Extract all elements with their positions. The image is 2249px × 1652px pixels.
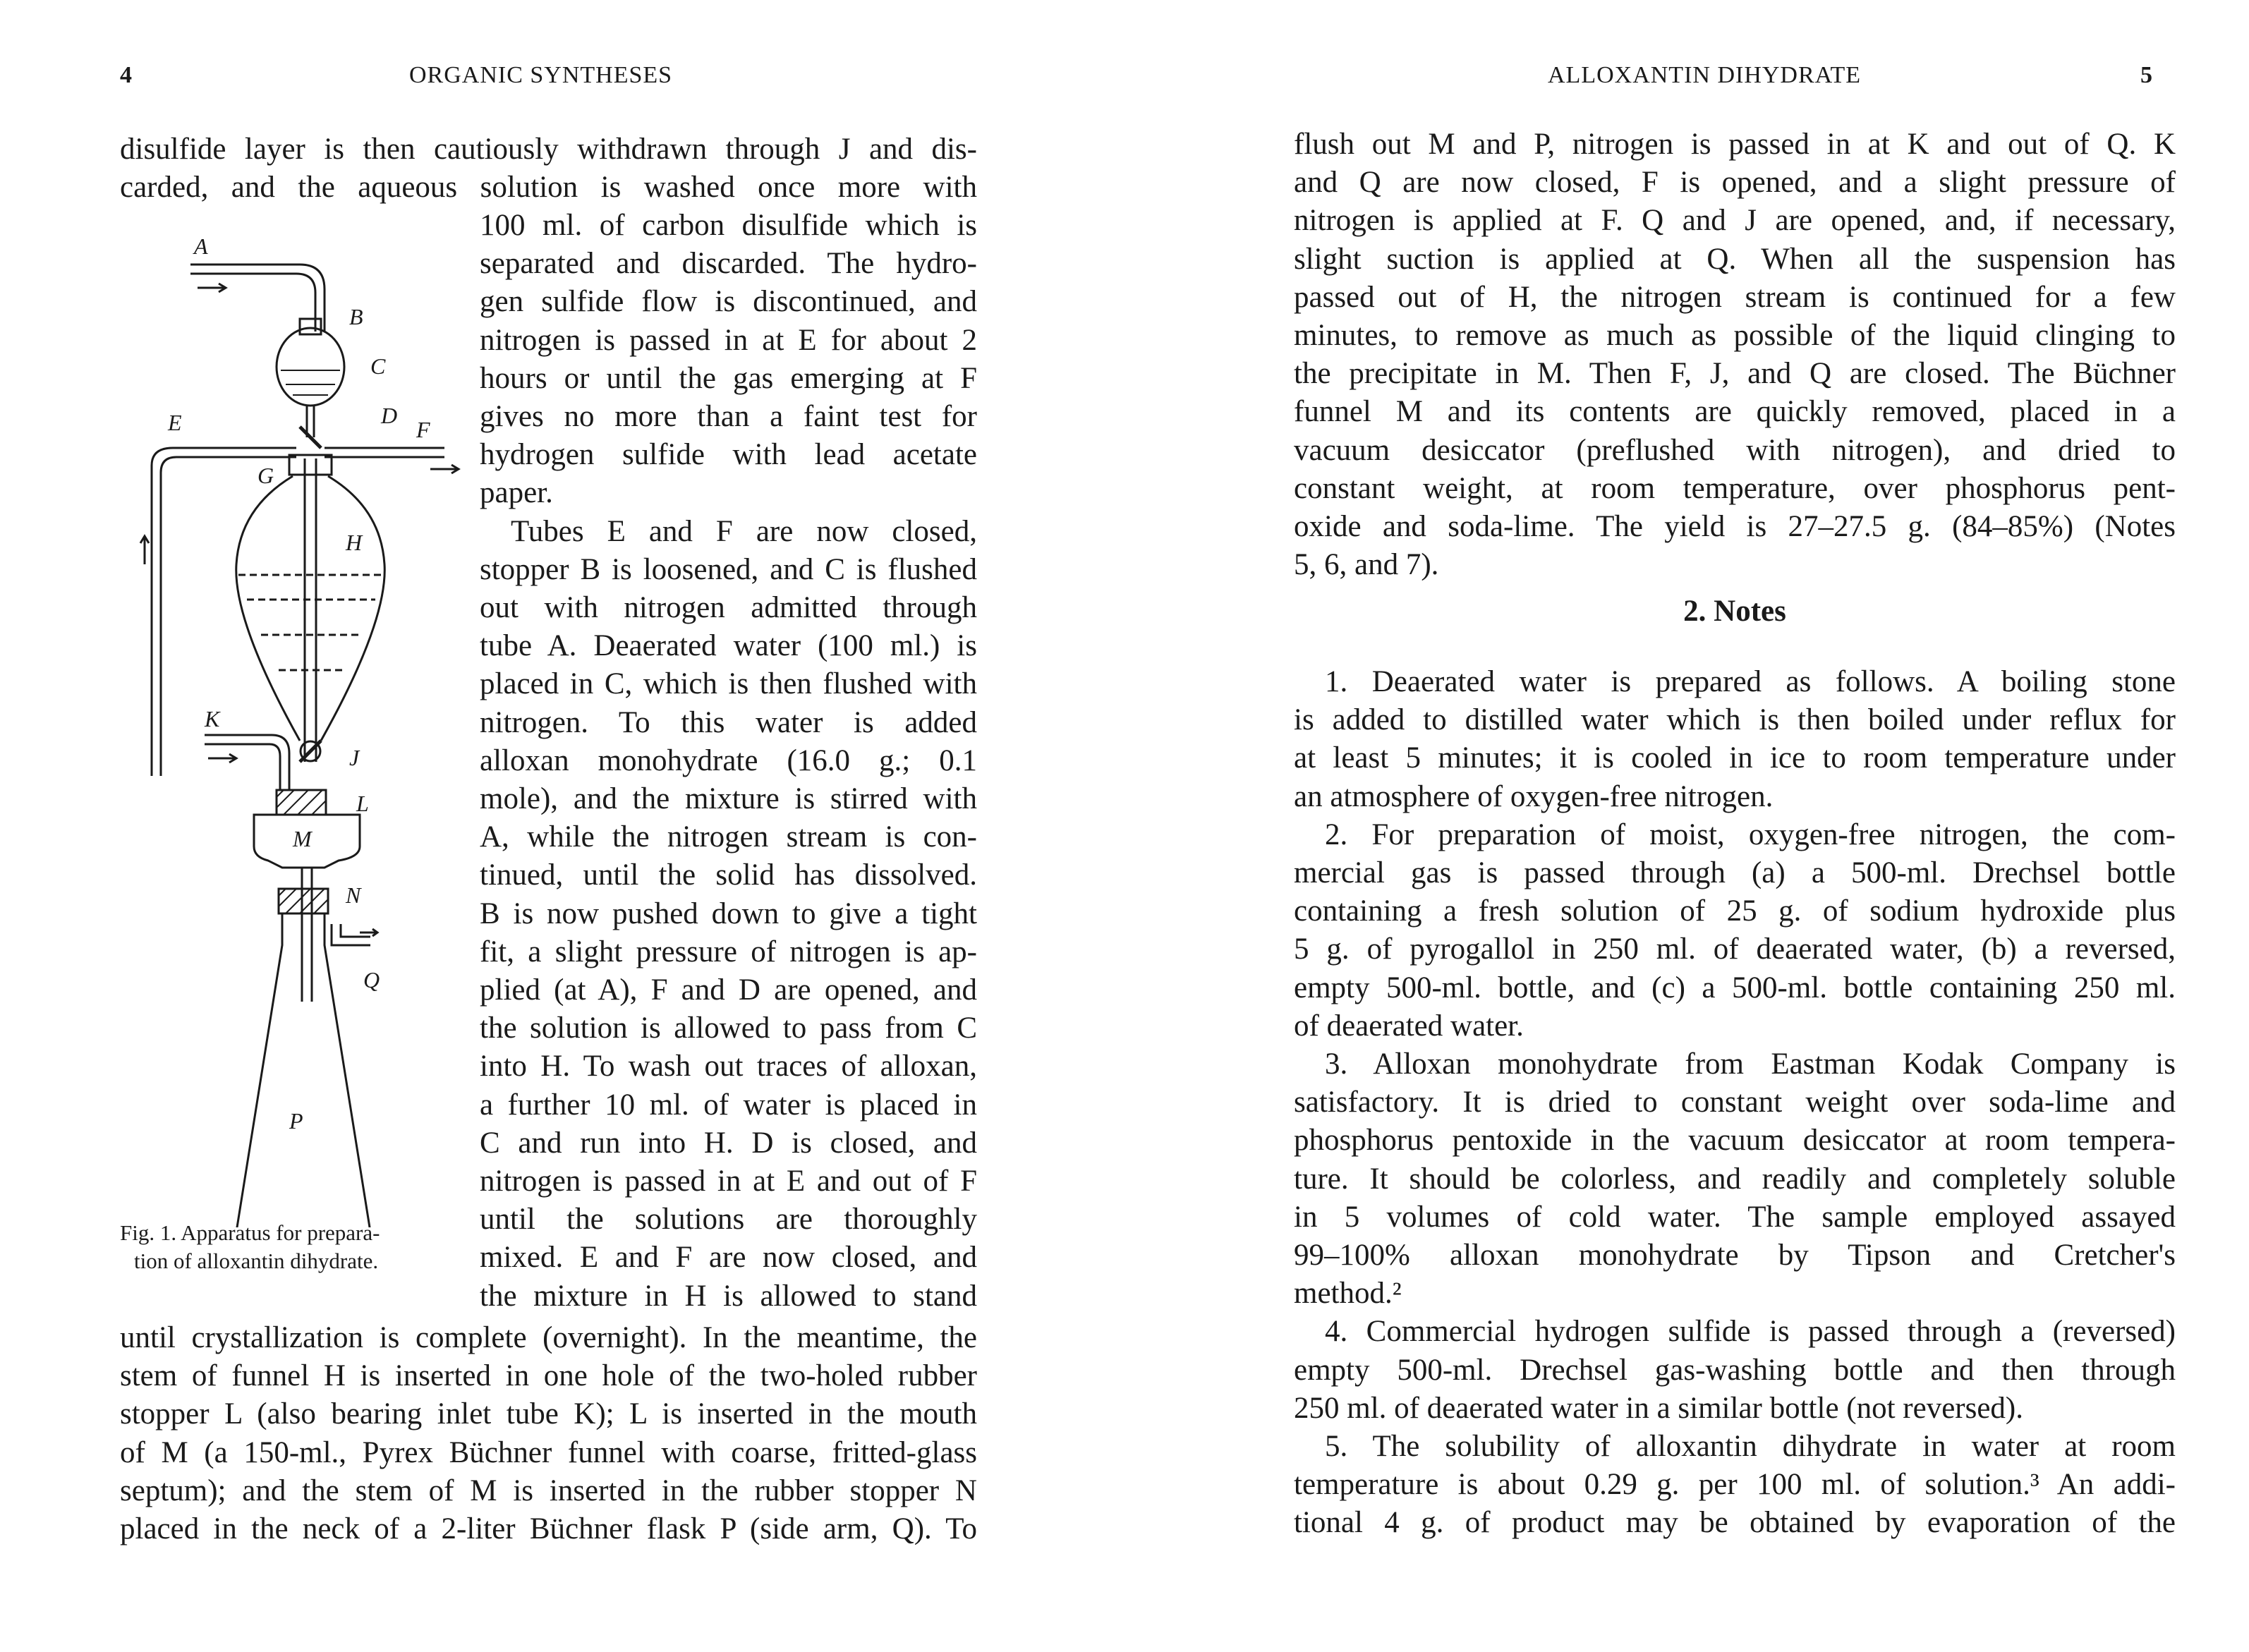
text-line: tional 4 g. of product may be obtained by evaporation of the	[1294, 1506, 2176, 1540]
text-line: phosphorus pentoxide in the vacuum desiccator at room tempera-	[1294, 1124, 2176, 1158]
text-line: the precipitate in M. Then F, J, and Q are closed. The Büchner	[1294, 357, 2176, 391]
text-line: septum); and the stem of M is inserted in the rubber stopper N	[120, 1474, 977, 1507]
text-line: an atmosphere of oxygen-free nitrogen.	[1294, 779, 1774, 813]
text-line: stem of funnel H is inserted in one hole of the two-holed rubber	[120, 1359, 977, 1393]
text-line: containing a fresh solution of 25 g. of sodium hydroxide plus	[1294, 894, 2176, 928]
text-line: constant weight, at room temperature, over phosphorus pent-	[1294, 471, 2176, 505]
text-line: carded, and the aqueous solution is washed once more with	[120, 171, 977, 205]
text-line: and Q are now closed, F is opened, and a slight pressure of	[1294, 166, 2176, 200]
text-line: tube A. Deaerated water (100 ml.) is	[480, 629, 977, 663]
text-line: funnel M and its contents are quickly removed, placed in a	[1294, 395, 2176, 429]
page-number: 5	[2140, 62, 2152, 88]
text-line: nitrogen. To this water is added	[480, 705, 977, 739]
page-number: 4	[120, 62, 132, 88]
label-M: M	[293, 826, 312, 851]
text-line: 4. Commercial hydrogen sulfide is passed through a (reversed)	[1325, 1315, 2176, 1349]
figure-caption-line-2: tion of alloxantin dihydrate.	[134, 1249, 379, 1273]
text-line: at least 5 minutes; it is cooled in ice to room temperature under	[1294, 741, 2176, 775]
text-line: 100 ml. of carbon disulfide which is	[480, 209, 977, 242]
text-line: slight suction is applied at Q. When all the suspension has	[1294, 242, 2176, 276]
text-line: hours or until the gas emerging at F	[480, 361, 977, 395]
text-line: the solution is allowed to pass from C	[480, 1012, 977, 1045]
text-line: out with nitrogen admitted through	[480, 591, 977, 624]
text-line: empty 500-ml. bottle, and (c) a 500-ml. bottle containing 250 ml.	[1294, 971, 2176, 1004]
text-line: a further 10 ml. of water is placed in	[480, 1088, 977, 1122]
text-line: in 5 volumes of cold water. The sample employed assayed	[1294, 1200, 2176, 1234]
text-line: C and run into H. D is closed, and	[480, 1126, 977, 1160]
text-line: stopper L (also bearing inlet tube K); L is inserted in the mouth	[120, 1397, 977, 1431]
text-line: temperature is about 0.29 g. per 100 ml. of solution.³ An addi-	[1294, 1468, 2176, 1502]
text-line: ture. It should be colorless, and readily and completely soluble	[1294, 1162, 2176, 1196]
text-line: 1. Deaerated water is prepared as follows. A boiling stone	[1325, 665, 2176, 698]
text-line: alloxan monohydrate (16.0 g.; 0.1	[480, 743, 977, 777]
running-head: ALLOXANTIN DIHYDRATE	[1548, 62, 1861, 88]
text-line: minutes, to remove as much as possible of the liquid clinging to	[1294, 319, 2176, 352]
text-line: nitrogen is passed in at E and out of F	[480, 1165, 977, 1198]
text-line: stopper B is loosened, and C is flushed	[480, 552, 977, 586]
text-line: until crystallization is complete (overnight). In the meantime, the	[120, 1321, 977, 1354]
text-line: Tubes E and F are now closed,	[511, 514, 977, 548]
right-page	[1124, 0, 2249, 1652]
text-line: flush out M and P, nitrogen is passed in at K and out of Q. K	[1294, 128, 2176, 161]
apparatus-figure	[120, 226, 473, 1227]
text-line: tinued, until the solid has dissolved.	[480, 858, 977, 892]
label-F: F	[416, 417, 430, 442]
text-line: gives no more than a faint test for	[480, 400, 977, 433]
text-line: of M (a 150-ml., Pyrex Büchner funnel with coarse, fritted-glass	[120, 1435, 977, 1469]
text-line: nitrogen is applied at F. Q and J are opened, and, if necessary,	[1294, 204, 2176, 238]
label-D: D	[381, 403, 398, 428]
text-line: gen sulfide flow is discontinued, and	[480, 285, 977, 319]
text-line: passed out of H, the nitrogen stream is continued for a few	[1294, 280, 2176, 314]
figure-caption-line-1: Fig. 1. Apparatus for prepara-	[120, 1220, 380, 1245]
text-line: disulfide layer is then cautiously withdrawn through J and dis-	[120, 133, 977, 166]
text-line: 5. The solubility of alloxantin dihydrate in water at room	[1325, 1430, 2176, 1463]
label-E: E	[168, 410, 182, 435]
text-line: method.²	[1294, 1277, 1402, 1311]
text-line: oxide and soda-lime. The yield is 27–27.5 g. (84–85%) (Notes	[1294, 510, 2176, 543]
running-head: ORGANIC SYNTHESES	[409, 62, 673, 88]
left-page	[0, 0, 1124, 1652]
text-line: placed in the neck of a 2-liter Büchner flask P (side arm, Q). To	[120, 1512, 977, 1545]
text-line: 5, 6, and 7).	[1294, 548, 1439, 582]
label-C: C	[370, 353, 386, 379]
text-line: mercial gas is passed through (a) a 500-ml. Drechsel bottle	[1294, 856, 2176, 889]
label-P: P	[289, 1108, 303, 1134]
label-K: K	[205, 706, 220, 731]
text-line: B is now pushed down to give a tight	[480, 897, 977, 930]
text-line: A, while the nitrogen stream is con-	[480, 820, 977, 854]
text-line: plied (at A), F and D are opened, and	[480, 973, 977, 1007]
label-Q: Q	[363, 967, 380, 992]
text-line: hydrogen sulfide with lead acetate	[480, 438, 977, 472]
label-N: N	[346, 882, 361, 908]
text-line: 3. Alloxan monohydrate from Eastman Kodak Company is	[1325, 1047, 2176, 1081]
text-line: 5 g. of pyrogallol in 250 ml. of deaerated water, (b) a reversed,	[1294, 933, 2176, 966]
text-line: mixed. E and F are now closed, and	[480, 1241, 977, 1275]
text-line: 2. For preparation of moist, oxygen-free nitrogen, the com-	[1325, 818, 2176, 851]
notes-heading: 2. Notes	[1683, 595, 1786, 628]
text-line: mole), and the mixture is stirred with	[480, 782, 977, 815]
label-G: G	[257, 463, 274, 488]
text-line: satisfactory. It is dried to constant weight over soda-lime and	[1294, 1086, 2176, 1119]
text-line: vacuum desiccator (preflushed with nitrogen), and dried to	[1294, 433, 2176, 467]
label-L: L	[356, 791, 369, 816]
text-line: until the solutions are thoroughly	[480, 1203, 977, 1237]
text-line: 250 ml. of deaerated water in a similar bottle (not reversed).	[1294, 1391, 2023, 1425]
text-line: nitrogen is passed in at E for about 2	[480, 323, 977, 357]
text-line: of deaerated water.	[1294, 1009, 1524, 1043]
text-line: 99–100% alloxan monohydrate by Tipson and Cretcher's	[1294, 1239, 2176, 1272]
text-line: separated and discarded. The hydro-	[480, 247, 977, 281]
text-line: into H. To wash out traces of alloxan,	[480, 1050, 977, 1083]
text-line: placed in C, which is then flushed with	[480, 667, 977, 701]
text-line: fit, a slight pressure of nitrogen is ap-	[480, 935, 977, 968]
label-B: B	[349, 304, 363, 329]
text-line: the mixture in H is allowed to stand	[480, 1279, 977, 1313]
label-A: A	[194, 233, 208, 259]
text-line: is added to distilled water which is then boiled under reflux for	[1294, 703, 2176, 737]
text-line: empty 500-ml. Drechsel gas-washing bottle and then through	[1294, 1353, 2176, 1387]
text-line: paper.	[480, 476, 553, 510]
label-J: J	[349, 745, 360, 770]
label-H: H	[346, 530, 363, 555]
